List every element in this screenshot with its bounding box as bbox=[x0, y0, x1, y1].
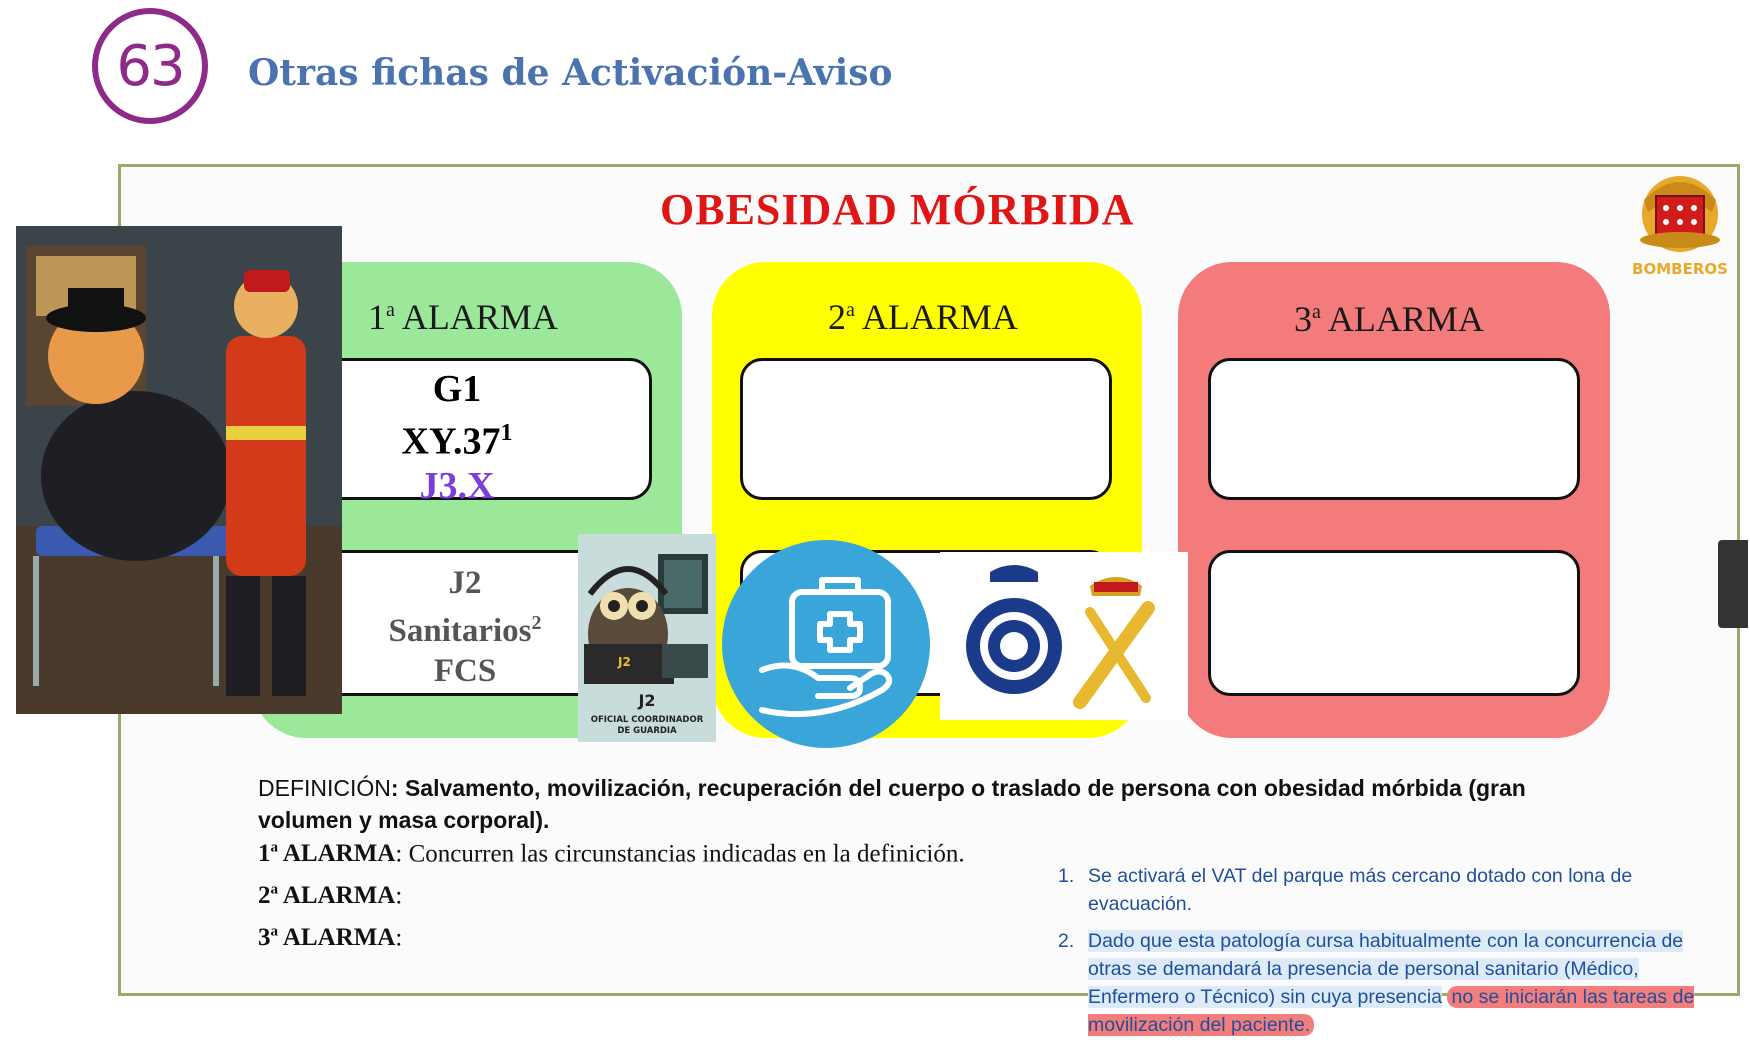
owl-title: J2 bbox=[638, 691, 656, 710]
alarm-line-3: 3$^a$ ALARMA: bbox=[258, 924, 403, 952]
medical-kit-icon bbox=[722, 540, 930, 748]
support-j2: J2 bbox=[448, 565, 482, 601]
footnotes bbox=[1058, 862, 1728, 1048]
side-tab-handle[interactable] bbox=[1718, 540, 1748, 628]
alarm-3-support-box bbox=[1208, 550, 1580, 696]
page-number: 63 bbox=[116, 33, 184, 99]
alarm-2-resources-box bbox=[740, 358, 1112, 500]
alarm-3-resources-box bbox=[1208, 358, 1580, 500]
bomberos-logo bbox=[1622, 170, 1738, 282]
alarm-line-1: 1$^a$ ALARMA: Concurren las circunstancias indicadas en la definición. bbox=[258, 840, 965, 868]
alarm-2-label: 2$^a$ ALARMA bbox=[828, 297, 1018, 337]
definition-label: DEFINICIÓN bbox=[258, 775, 391, 801]
support-sanitarios: Sanitarios$^2$ bbox=[388, 612, 542, 649]
page-title: Otras fichas de Activación-Aviso bbox=[248, 52, 893, 94]
logo-text: BOMBEROS bbox=[1632, 260, 1728, 278]
resource-g1: G1 bbox=[432, 368, 482, 410]
card-title: OBESIDAD MÓRBIDA bbox=[660, 185, 1135, 234]
footnote-2: 2. Dado que esta patología cursa habitualmente con la concurrencia de otras se demandará la presencia de personal sanitario (Médico, Enfermero o Técnico) sin cuya presencia no se iniciarán las tareas de movilización del paciente. bbox=[1058, 930, 1695, 1036]
definition-text: DEFINICIÓN: Salvamento, movilización, recuperación del cuerpo o traslado de persona con obesidad mórbida (gran volumen y masa corporal). bbox=[258, 775, 1526, 833]
alarm-3-label: 3$^a$ ALARMA bbox=[1294, 299, 1484, 339]
resource-j3x: J3.X bbox=[419, 464, 495, 507]
owl-badge: J2 bbox=[618, 655, 631, 669]
definition-body: Salvamento, movilización, recuperación del cuerpo o traslado de persona con obesidad mórbida (gran volumen y masa corporal). bbox=[258, 775, 1526, 833]
resource-xy37: $XY.37^1$ bbox=[401, 420, 513, 463]
support-fcs: FCS bbox=[433, 653, 497, 689]
alarm-1-label: 1$^a$ ALARMA bbox=[368, 297, 558, 337]
owl-caption-1: OFICIAL COORDINADOR bbox=[590, 715, 704, 725]
illustration-photo bbox=[16, 226, 342, 714]
owl-j2-image bbox=[578, 534, 716, 742]
page-number-circle bbox=[92, 8, 208, 124]
alarm-line-2: 2$^a$ ALARMA: bbox=[258, 882, 403, 910]
footnote-1: 1. Se activará el VAT del parque más cercano dotado con lona de evacuación. bbox=[1058, 865, 1633, 915]
police-emblems bbox=[940, 552, 1188, 720]
owl-caption-2: DE GUARDIA bbox=[617, 726, 677, 736]
